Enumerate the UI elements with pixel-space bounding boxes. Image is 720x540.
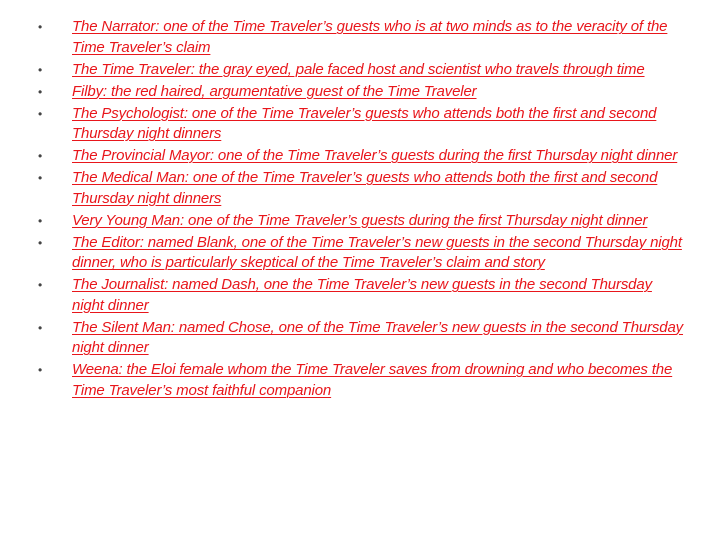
bullet-icon: • (38, 171, 43, 185)
character-entry-weena: Weena: the Eloi female whom the Time Traveler saves from drowning and who becomes the Time Traveler’s most faithful companion (72, 361, 673, 399)
bullet-icon: • (38, 84, 43, 99)
list-item (36, 60, 686, 81)
character-entry-editor: The Editor: named Blank, one of the Time Traveler’s new guests in the second Thursday night dinner, who is particularly skeptical of the Time Traveler’s claim and story (72, 233, 682, 271)
character-entry-journalist: The Journalist: named Dash, one the Time Traveler’s new guests in the second Thursday night dinner (72, 276, 652, 314)
character-entry-very-young-man: Very Young Man: one of the Time Traveler’s guests during the first Thursday night dinner (72, 211, 648, 229)
character-entry-medical-man: The Medical Man: one of the Time Traveler’s guests who attends both the first and second Thursday night dinners (72, 169, 658, 207)
bullet-icon: • (38, 149, 43, 163)
list-item (36, 17, 686, 58)
list-item (36, 360, 686, 401)
list-item (36, 168, 686, 209)
list-item (36, 233, 686, 274)
bullet-icon: • (38, 235, 43, 250)
bullet-icon: • (38, 363, 43, 377)
list-item (36, 318, 686, 359)
character-entry-silent-man: The Silent Man: named Chose, one of the Time Traveler’s new guests in the second Thursday night dinner (72, 318, 684, 356)
bullet-icon: • (38, 20, 43, 34)
character-entry-narrator: The Narrator: one of the Time Traveler’s guests who is at two minds as to the veracity of the Time Traveler’s claim (72, 18, 668, 56)
character-entry-psychologist: The Psychologist: one of the Time Traveler’s guests who attends both the first and second Thursday night dinners (72, 104, 657, 142)
list-item (36, 104, 686, 145)
character-list (36, 17, 686, 403)
bullet-icon: • (38, 213, 43, 228)
character-entry-filby: Filby: the red haired, argumentative guest of the Time Traveler (72, 82, 477, 100)
bullet-icon: • (38, 320, 43, 335)
list-item (36, 275, 686, 316)
character-entry-provincial-mayor: The Provincial Mayor: one of the Time Traveler’s guests during the first Thursday night dinner (72, 147, 678, 164)
character-entry-time-traveler: The Time Traveler: the gray eyed, pale faced host and scientist who travels through time (72, 60, 645, 78)
list-item (36, 146, 686, 167)
bullet-icon: • (38, 278, 43, 292)
list-item (36, 82, 686, 103)
bullet-icon: • (38, 62, 43, 77)
bullet-icon: • (38, 106, 43, 121)
list-item (36, 211, 686, 232)
